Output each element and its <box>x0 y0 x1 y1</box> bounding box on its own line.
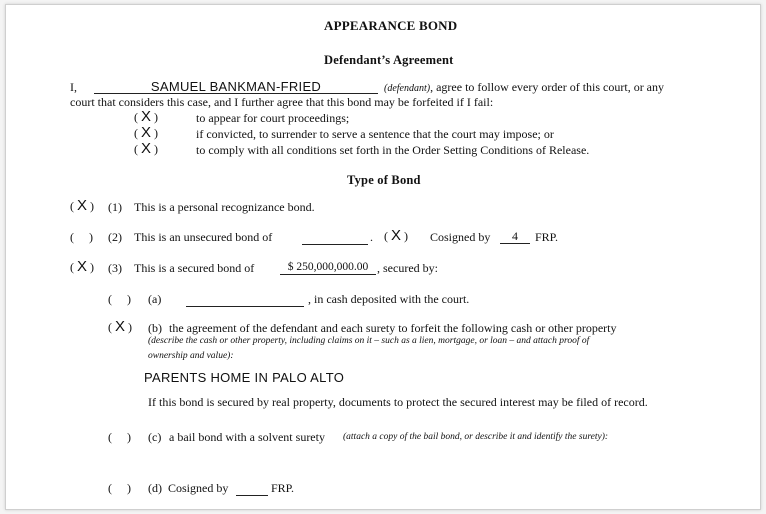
item1-text: This is a personal recognizance bond. <box>134 200 315 214</box>
item-b-note-line1: (describe the cash or other property, including claims on it – such as a lien, mortgage, or loan – and attach proof of <box>148 336 590 346</box>
cosigned-count: 4 <box>500 230 530 244</box>
item2-frp: FRP. <box>535 230 559 244</box>
item-d-frp: FRP. <box>271 481 295 495</box>
cosigned-label: Cosigned by <box>430 230 491 244</box>
item2-text: This is an unsecured bond of <box>134 230 273 244</box>
item-b-text: the agreement of the defendant and each surety to forfeit the following cash or other property <box>169 321 617 335</box>
condition-checkbox-2: ( X ) <box>134 124 159 141</box>
defendant-name-field <box>94 78 378 96</box>
property-description: PARENTS HOME IN PALO ALTO <box>144 370 345 385</box>
item2-number: (2) <box>108 230 122 244</box>
condition-checkbox-1: ( X ) <box>134 108 159 125</box>
defendant-label: (defendant) <box>384 83 431 94</box>
item2-period: . <box>370 230 373 244</box>
item-d-number: (d) <box>148 481 162 495</box>
item3-checkbox: ( X ) <box>70 258 95 275</box>
agreement-line2: court that considers this case, and I further agree that this bond may be forfeited if I fail: <box>70 95 494 109</box>
defendant-name: SAMUEL BANKMAN-FRIED <box>94 80 378 94</box>
item-c-number: (c) <box>148 430 162 444</box>
item-c-text: a bail bond with a solvent surety <box>169 430 325 444</box>
condition-text-1: to appear for court proceedings; <box>196 111 350 125</box>
agreement-line1-rest: , agree to follow every order of this court, or any <box>430 80 665 94</box>
item3-text: This is a secured bond of <box>134 261 255 275</box>
item3-number: (3) <box>108 261 122 275</box>
item-c-note: (attach a copy of the bail bond, or describe it and identify the surety): <box>343 432 609 442</box>
cash-amount-blank <box>186 293 304 312</box>
item-a-checkbox: ( ) <box>108 292 131 306</box>
cosigner-count-blank <box>236 482 268 501</box>
item-d-text: Cosigned by <box>168 481 229 495</box>
item-d-checkbox: ( ) <box>108 481 131 495</box>
item-b-checkbox: ( X ) <box>108 318 133 335</box>
condition-text-3: to comply with all conditions set forth in the Order Setting Conditions of Release. <box>196 143 590 157</box>
item-b-note-line2: ownership and value): <box>148 351 234 361</box>
condition-checkbox-3: ( X ) <box>134 140 159 157</box>
item-a-number: (a) <box>148 292 162 306</box>
agreement-heading: Defendant’s Agreement <box>324 53 454 67</box>
condition-text-2: if convicted, to surrender to serve a sentence that the court may impose; or <box>196 127 554 141</box>
secured-amount: $ 250,000,000.00 <box>280 261 376 275</box>
i-label: I, <box>70 80 77 94</box>
type-of-bond-heading: Type of Bond <box>347 173 421 187</box>
cosigned-checkbox: ( X ) <box>384 227 409 244</box>
cosigned-count-field <box>500 229 530 244</box>
item-b-number: (b) <box>148 321 162 335</box>
item2-checkbox: ( ) <box>70 230 93 244</box>
real-property-note: If this bond is secured by real property, documents to protect the secured interest may be filed of record. <box>148 395 648 409</box>
item1-checkbox: ( X ) <box>70 197 95 214</box>
unsecured-amount-blank <box>302 231 368 250</box>
item1-number: (1) <box>108 200 122 214</box>
document-title: APPEARANCE BOND <box>324 18 458 33</box>
agreement-line1 <box>384 80 664 95</box>
secured-by-label: , secured by: <box>377 261 438 275</box>
item-a-text: , in cash deposited with the court. <box>308 292 470 306</box>
item-c-checkbox: ( ) <box>108 430 131 444</box>
secured-amount-field <box>280 259 376 275</box>
appearance-bond-document <box>5 4 761 510</box>
